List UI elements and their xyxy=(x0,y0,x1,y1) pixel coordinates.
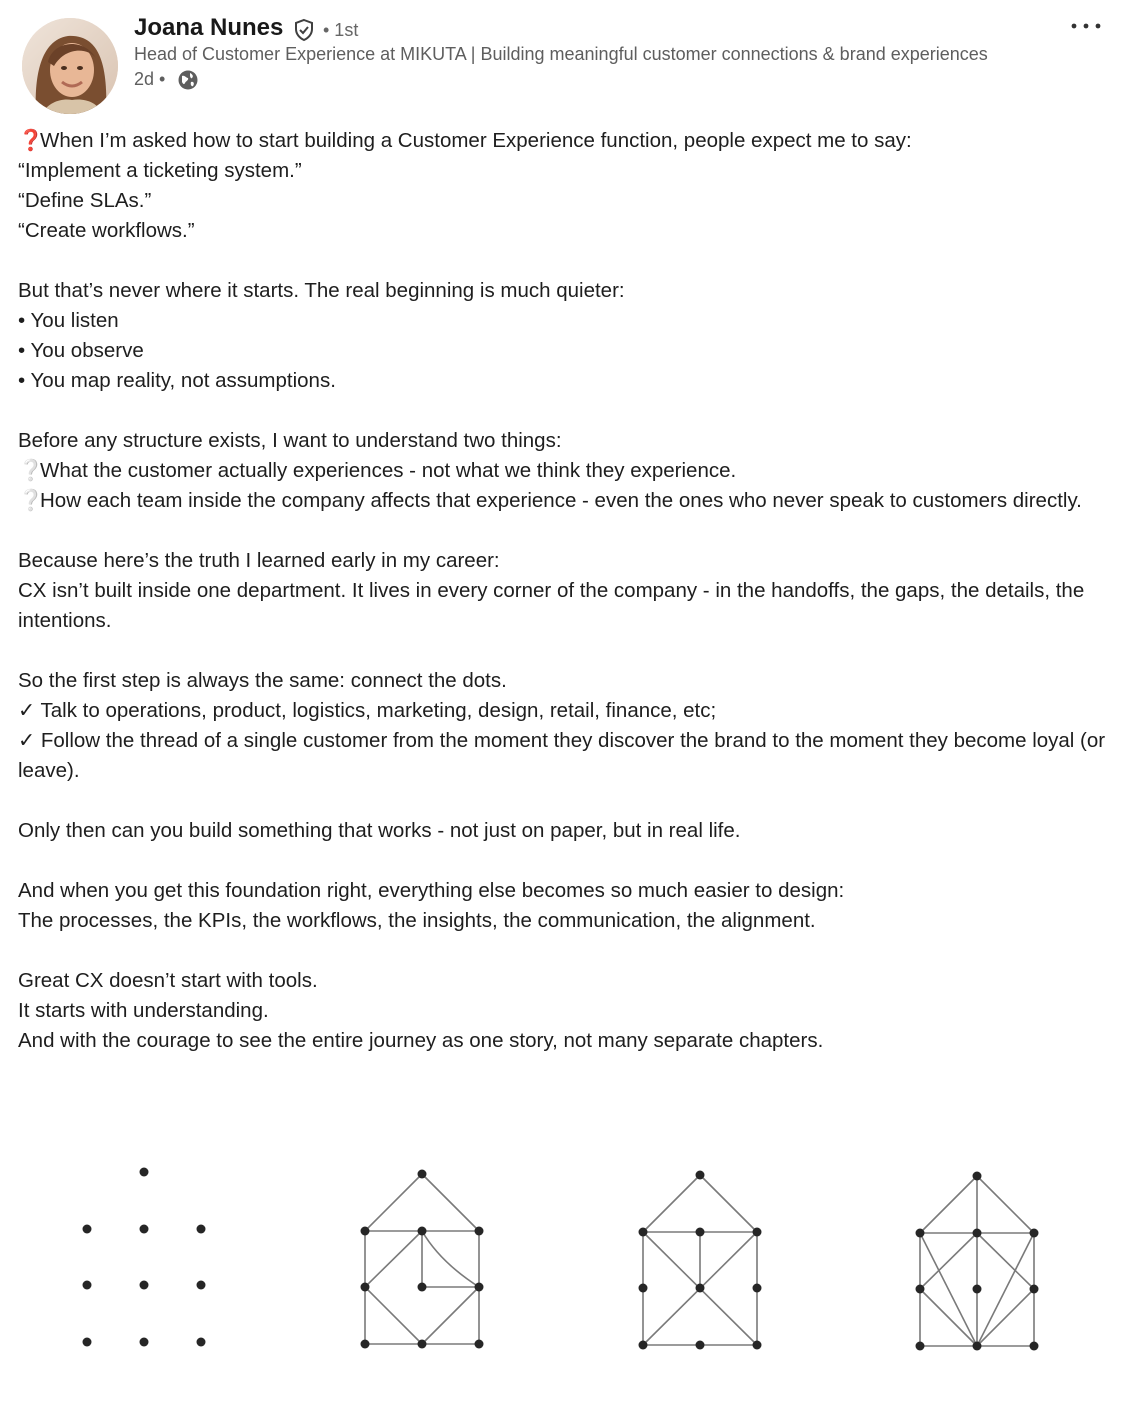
post-header xyxy=(0,0,1126,120)
dots-panel-4 xyxy=(920,1176,1034,1346)
post-line: Because here’s the truth I learned early in my career: xyxy=(18,549,500,572)
post-line: ❔How each team inside the company affects that experience - even the ones who never speak to customers directly. xyxy=(18,486,1114,516)
post-image[interactable] xyxy=(0,1112,1126,1412)
post-check: ✓ Follow the thread of a single customer from the moment they discover the brand to the moment they become loyal (or leave). xyxy=(18,729,1106,782)
red-question-icon: ❓ xyxy=(18,129,44,152)
post-line: And when you get this foundation right, everything else becomes so much easier to design: xyxy=(18,879,845,902)
post-time: 2d • xyxy=(134,69,166,89)
verified-shield-icon xyxy=(292,18,316,42)
post-line: “Create workflows.” xyxy=(18,219,195,242)
dots-panel-1 xyxy=(83,1168,206,1347)
dots-panel-3 xyxy=(643,1175,757,1345)
post-line: “Implement a ticketing system.” xyxy=(18,159,302,182)
post-bullet: • You map reality, not assumptions. xyxy=(18,369,336,392)
post-line: The processes, the KPIs, the workflows, the insights, the communication, the alignment. xyxy=(18,909,816,932)
post-line: “Define SLAs.” xyxy=(18,189,152,212)
post-line: Before any structure exists, I want to understand two things: xyxy=(18,429,562,452)
more-horizontal-icon[interactable] xyxy=(1066,16,1106,36)
avatar-photo xyxy=(22,18,118,114)
post-line: But that’s never where it starts. The real beginning is much quieter: xyxy=(18,279,625,302)
connect-the-dots-illustration xyxy=(0,1112,1126,1412)
post-line: CX isn’t built inside one department. It lives in every corner of the company - in the handoffs, the gaps, the details, the intentions. xyxy=(18,579,1085,632)
post-line: ❔What the customer actually experiences - not what we think they experience. xyxy=(18,456,1114,486)
post-line: Only then can you build something that works - not just on paper, but in real life. xyxy=(18,819,741,842)
author-headline: Head of Customer Experience at MIKUTA | Building meaningful customer connections & brand experiences xyxy=(134,44,988,64)
connection-degree: • 1st xyxy=(323,20,359,40)
dots-panel-2 xyxy=(365,1174,479,1344)
post-line: Great CX doesn’t start with tools. xyxy=(18,969,318,992)
post-line: And with the courage to see the entire journey as one story, not many separate chapters. xyxy=(18,1029,824,1052)
globe-icon xyxy=(177,69,199,91)
post-bullet: • You observe xyxy=(18,339,144,362)
post-line: ❓When I’m asked how to start building a Customer Experience function, people expect me to say: xyxy=(18,126,1114,156)
post-check: ✓ Talk to operations, product, logistics, marketing, design, retail, finance, etc; xyxy=(18,699,717,722)
post-body xyxy=(18,126,1114,1056)
post-line: It starts with understanding. xyxy=(18,999,269,1022)
author-avatar[interactable] xyxy=(22,18,118,114)
post-bullet: • You listen xyxy=(18,309,119,332)
white-question-icon: ❔ xyxy=(18,489,44,512)
post-line: So the first step is always the same: connect the dots. xyxy=(18,669,507,692)
author-name[interactable]: Joana Nunes xyxy=(134,14,284,41)
white-question-icon: ❔ xyxy=(18,459,44,482)
